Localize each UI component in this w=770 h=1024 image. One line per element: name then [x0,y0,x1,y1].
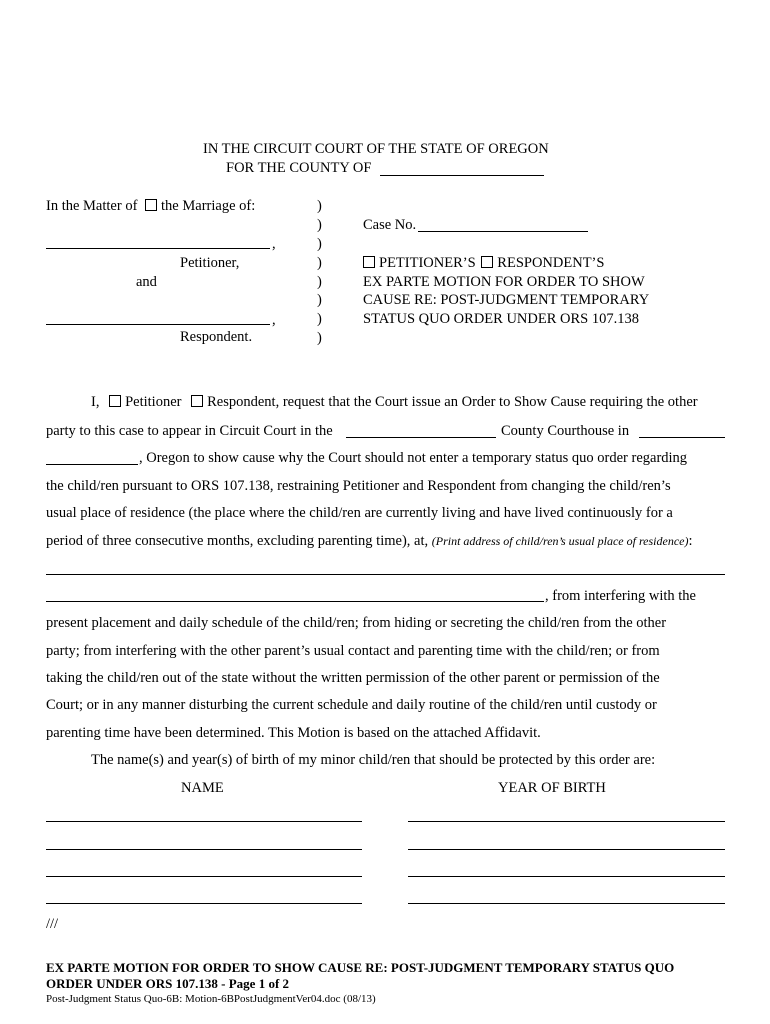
petitioner-checkbox[interactable] [109,395,121,407]
paren: ) [317,236,322,252]
paren: ) [317,311,322,327]
petitioner-comma: , [272,236,276,252]
footer-title-line1: EX PARTE MOTION FOR ORDER TO SHOW CAUSE RE: POST-JUDGMENT TEMPORARY STATUS QUO [46,960,675,975]
paren: ) [317,198,322,214]
petitioner-label: Petitioner, [180,255,240,271]
year-column-header: YEAR OF BIRTH [498,780,606,796]
body-line-8: , from interfering with the [545,588,696,604]
child-year-field[interactable] [408,849,725,850]
county-heading: FOR THE COUNTY OF [226,160,372,176]
petitioners-checkbox[interactable] [363,256,375,268]
respondent-name-field[interactable] [46,324,270,325]
body-line-2a: party to this case to appear in Circuit Court in the [46,423,333,439]
body-line-6a: period of three consecutive months, excluding parenting time), at, [46,533,429,549]
child-year-field[interactable] [408,821,725,822]
body-line-4: the child/ren pursuant to ORS 107.138, restraining Petitioner and Respondent from changing the child/ren’s [46,478,671,494]
paren: ) [317,292,322,308]
body-line-6 [46,533,693,550]
child-name-field[interactable] [46,876,362,877]
circuit-court-county-field[interactable] [346,437,496,438]
address-field-2[interactable] [46,601,544,602]
matter-suffix: the Marriage of: [161,198,256,214]
child-year-field[interactable] [408,876,725,877]
respondent-comma: , [272,312,276,328]
child-name-field[interactable] [46,849,362,850]
body-line-10: party; from interfering with the other parent’s usual contact and parenting time with the child/ren; or from [46,643,660,659]
marriage-checkbox[interactable] [145,199,157,211]
matter-line [46,198,255,215]
paren: ) [317,274,322,290]
paren: ) [317,330,322,346]
respondents-checkbox[interactable] [481,256,493,268]
motion-title-line2: CAUSE RE: POST-JUDGMENT TEMPORARY [363,292,650,308]
motion-title-line1: EX PARTE MOTION FOR ORDER TO SHOW [363,274,645,290]
body-line-13: parenting time have been determined. This Motion is based on the attached Affidavit. [46,725,541,741]
petitioner-option: Petitioner [125,394,182,410]
body-line-5: usual place of residence (the place where the child/ren are currently living and have lived continuously for a [46,505,673,521]
child-name-field[interactable] [46,821,362,822]
petitioners-label: PETITIONER’S [379,255,476,271]
and-label: and [136,274,157,290]
address-instruction: (Print address of child/ren’s usual place of residence) [431,534,689,548]
i-label: I, [91,394,100,410]
colon: : [688,533,693,549]
respondent-option: Respondent, request that the Court issue an Order to Show Cause requiring the other [207,394,698,410]
continuation-mark: /// [46,916,59,932]
body-line-2b: County Courthouse in [501,423,630,439]
child-name-field[interactable] [46,903,362,904]
case-no-label: Case No. [363,217,417,233]
respondents-label: RESPONDENT’S [497,255,605,271]
body-line-14: The name(s) and year(s) of birth of my minor child/ren that should be protected by this order are: [91,752,656,768]
petitioner-name-field[interactable] [46,248,270,249]
respondent-checkbox[interactable] [191,395,203,407]
case-no-field[interactable] [418,231,588,232]
footer-form-id: Post-Judgment Status Quo-6B: Motion-6BPostJudgmentVer04.doc (08/13) [46,993,376,1005]
courthouse-city-field[interactable] [639,437,725,438]
address-field-1[interactable] [46,574,725,575]
child-year-field[interactable] [408,903,725,904]
county-field[interactable] [380,175,544,176]
oregon-city-field[interactable] [46,464,138,465]
motion-title-line3: STATUS QUO ORDER UNDER ORS 107.138 [363,311,639,327]
paren: ) [317,217,322,233]
request-line [91,394,698,411]
name-column-header: NAME [181,780,224,796]
body-line-12: Court; or in any manner disturbing the current schedule and daily routine of the child/ren until custody or [46,697,657,713]
body-line-3: , Oregon to show cause why the Court should not enter a temporary status quo order regarding [139,450,688,466]
body-line-11: taking the child/ren out of the state without the written permission of the other parent or permission of the [46,670,660,686]
matter-prefix: In the Matter of [46,198,138,214]
body-line-9: present placement and daily schedule of the child/ren; from hiding or secreting the child/ren from the other [46,615,667,631]
respondent-label: Respondent. [180,329,253,345]
footer-title-line2: ORDER UNDER ORS 107.138 - Page 1 of 2 [46,976,290,991]
paren: ) [317,255,322,271]
motion-party-line [363,255,604,272]
court-heading: IN THE CIRCUIT COURT OF THE STATE OF OREGON [203,141,549,157]
